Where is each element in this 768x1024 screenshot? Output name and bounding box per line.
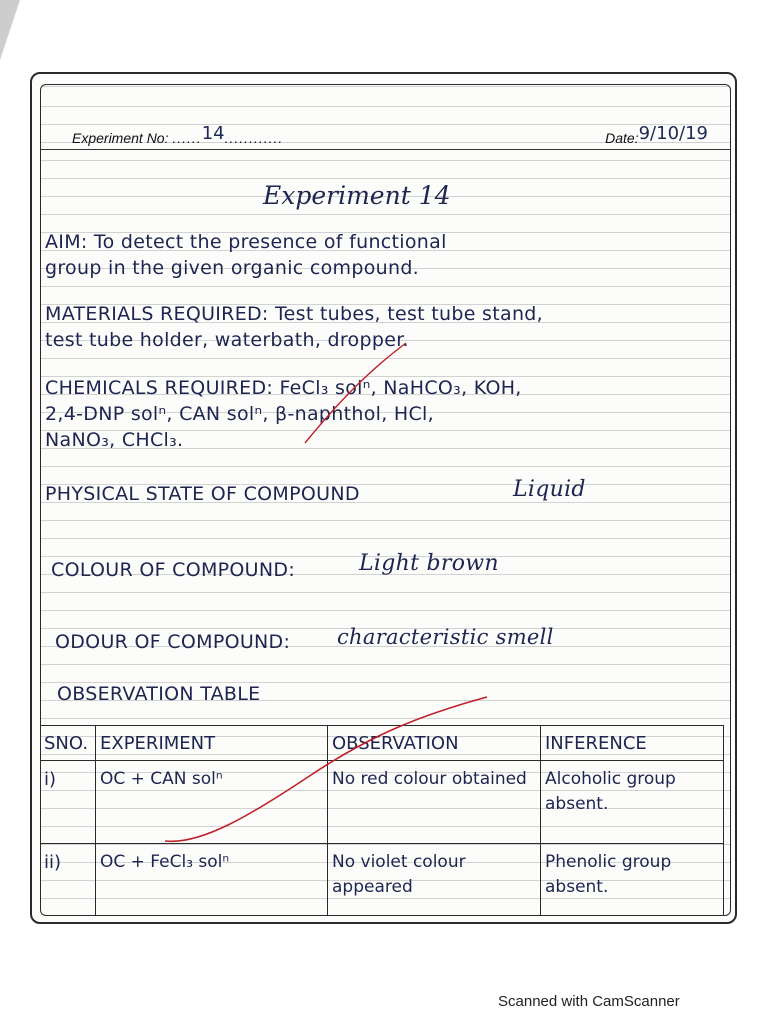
colour-label: COLOUR OF COMPOUND: <box>51 559 296 581</box>
dotted-leader: ............ <box>224 130 284 146</box>
date-value: 9/10/19 <box>638 123 708 144</box>
materials-line-1: MATERIALS REQUIRED: Test tubes, test tube stand, <box>45 303 543 325</box>
page-title: Experiment 14 <box>263 181 451 210</box>
header-divider <box>41 149 730 150</box>
odour-value: characteristic smell <box>337 625 554 649</box>
experiment-number-value: 14 <box>201 123 225 144</box>
physical-state-value: Liquid <box>513 477 586 502</box>
scanner-watermark: Scanned with CamScanner <box>498 993 680 1010</box>
aim-line-1: AIM: To detect the presence of functional <box>45 231 447 253</box>
row-experiment: OC + FeCl₃ solⁿ <box>96 844 328 917</box>
row-inference: Alcoholic group absent. <box>541 761 724 844</box>
date-label: Date: <box>605 130 639 146</box>
header-experiment: EXPERIMENT <box>96 726 328 761</box>
notebook-page <box>30 72 737 924</box>
row-sno: ii) <box>40 844 96 917</box>
observation-table-title: OBSERVATION TABLE <box>57 683 261 705</box>
dotted-leader: ...... <box>172 130 202 146</box>
chemicals-line-2: 2,4-DNP solⁿ, CAN solⁿ, β-naphthol, HCl, <box>45 403 434 425</box>
experiment-number <box>72 123 284 148</box>
materials-line-2: test tube holder, waterbath, dropper. <box>45 329 409 351</box>
experiment-number-label: Experiment No: <box>72 130 169 146</box>
colour-value: Light brown <box>359 551 499 576</box>
row-sno: i) <box>40 761 96 844</box>
odour-label: ODOUR OF COMPOUND: <box>55 631 291 653</box>
chemicals-line-3: NaNO₃, CHCl₃. <box>45 429 184 451</box>
page-corner-shadow <box>0 0 20 60</box>
row-inference: Phenolic group absent. <box>541 844 724 917</box>
red-checkmark-stroke <box>161 695 491 845</box>
chemicals-line-1: CHEMICALS REQUIRED: FeCl₃ solⁿ, NaHCO₃, KOH, <box>45 377 522 399</box>
red-pen-stroke <box>301 339 411 449</box>
aim-line-2: group in the given organic compound. <box>45 257 420 279</box>
header-observation: OBSERVATION <box>328 726 541 761</box>
row-observation: No red colour obtained <box>328 761 541 844</box>
table-row <box>40 844 724 917</box>
row-observation: No violet colour appeared <box>328 844 541 917</box>
header-sno: SNO. <box>40 726 96 761</box>
date-field <box>605 123 708 148</box>
header-inference: INFERENCE <box>541 726 724 761</box>
physical-state-label: PHYSICAL STATE OF COMPOUND <box>45 483 360 505</box>
row-experiment: OC + CAN solⁿ <box>96 761 328 844</box>
ruled-page <box>40 84 731 916</box>
